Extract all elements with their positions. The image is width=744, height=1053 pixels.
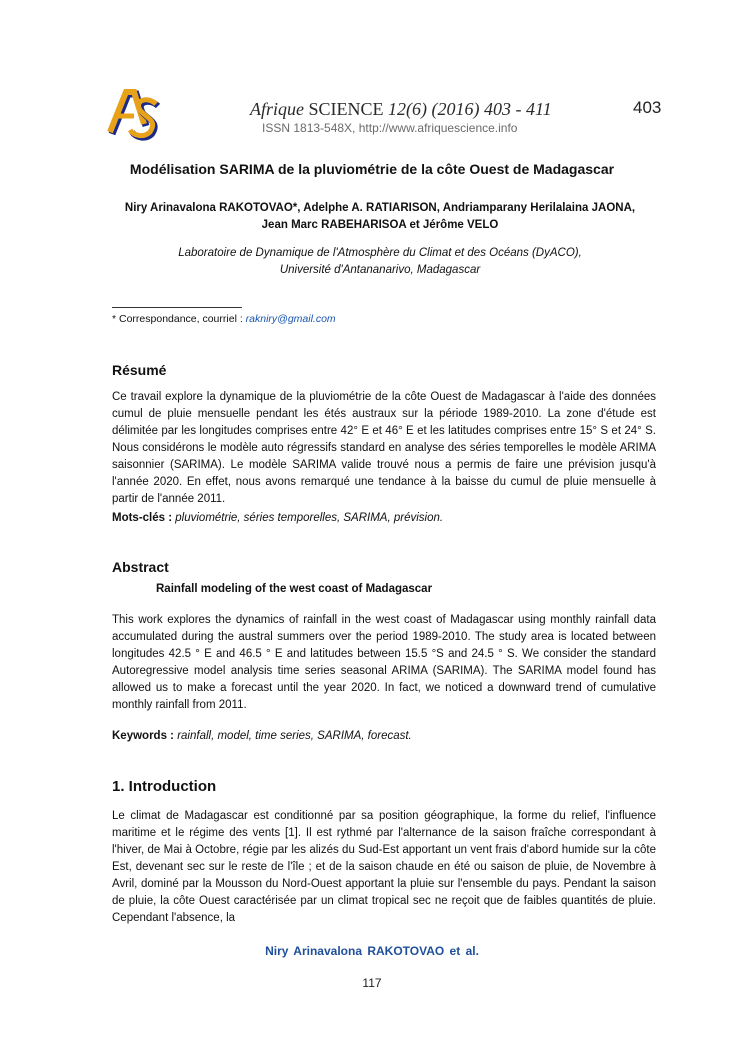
resume-keywords-label: Mots-clés :: [112, 512, 173, 524]
resume-heading: Résumé: [112, 362, 167, 378]
header-page-number: 403: [633, 98, 662, 117]
abstract-subtitle: Rainfall modeling of the west coast of Madagascar: [156, 583, 433, 595]
resume-keywords-list: pluviométrie, séries temporelles, SARIMA, prévision.: [175, 512, 444, 524]
authors-line-2: Jean Marc RABEHARISOA et Jérôme VELO: [261, 219, 499, 231]
affiliation-line-1: Laboratoire de Dynamique de l'Atmosphère du Climat et des Océans (DyACO),: [178, 247, 582, 259]
issn-line: ISSN 1813-548X, http://www.afriquescience.info: [262, 121, 518, 135]
abstract-keywords-label: Keywords :: [112, 730, 174, 742]
affiliation: [110, 245, 650, 279]
authors-line-1: Niry Arinavalona RAKOTOVAO*, Adelphe A. RATIARISON, Andriamparany Herilalaina JAONA,: [124, 202, 636, 214]
footnote-email-link[interactable]: rakniry@gmail.com: [245, 313, 336, 325]
abstract-text: This work explores the dynamics of rainfall in the west coast of Madagascar using monthly rainfall data accumulated during the austral summers over the period 1989-2010. The study area is located between longitudes 42.5 ° E and 46.5 ° E and latitudes between 15.5 °S and 24.5 ° S. We consider the standard Autoregressive model analysis time series seasonal ARIMA (SARIMA). The SARIMA model found has allowed us to make a forecast until the year 2020. In fact, we noticed a downward trend of cumulative monthly rainfall from 2011.: [112, 614, 656, 711]
journal-issue: 12(6) (2016) 403 - 411: [388, 99, 552, 119]
logo-letters: [110, 92, 158, 138]
footnote-label: * Correspondance, courriel :: [112, 313, 243, 325]
journal-citation: [250, 99, 552, 120]
footnote-rule: [112, 307, 242, 308]
journal-science: SCIENCE: [308, 99, 384, 119]
afrique-science-logo: [104, 86, 162, 142]
resume-text: Ce travail explore la dynamique de la pluviométrie de la côte Ouest de Madagascar à l'aide des données cumul de pluie mensuelle pendant les étés austraux sur la période 1989-2010. La zone d'étude est délimitée par les longitudes comprises entre 42° E et 46° E et les latitudes comprises entre 15° S et 24° S. Nous considérons le modèle auto régressifs standard en analyse des séries temporelles le modèle ARIMA saisonnier (SARIMA). Le modèle SARIMA valide trouvé nous a permis de faire une prévision jusqu'à l'année 2020. En effet, nous avons remarqué une tendance à la baisse du cumul de pluie mensuelle à partir de l'année 2011.: [112, 391, 656, 505]
affiliation-line-2: Université d'Antananarivo, Madagascar: [279, 264, 481, 276]
journal-name: Afrique: [250, 99, 304, 119]
abstract-keywords-list: rainfall, model, time series, SARIMA, forecast.: [177, 730, 412, 742]
correspondence-footnote: [112, 313, 336, 325]
authors: [110, 200, 650, 234]
introduction-heading: 1. Introduction: [112, 778, 217, 795]
folio-page-number: 117: [362, 976, 382, 990]
introduction-text: Le climat de Madagascar est conditionné par sa position géographique, la forme du relief, l'influence maritime et le régime des vents [1]. Il est rythmé par l'alternance de la saison fraîche correspondant à l'hiver, de Mai à Octobre, régie par les alizés du Sud-Est apportant un vent frais d'abord humide sur la côte Est, devenant sec sur le reste de l'île ; et de la saison chaude en été ou saison de pluie, de Novembre à Avril, dominé par la Mousson du Nord-Ouest apportant la pluie sur l'ensemble du pays. Pendant la saison de pluie, la côte Ouest caractérisée par un climat tropical sec ne reçoit que de faibles quantités de pluie. Cependant l'absence, la: [112, 810, 656, 924]
abstract-keywords: [112, 730, 412, 742]
running-author: Niry Arinavalona RAKOTOVAO et al.: [265, 944, 479, 958]
abstract-heading: Abstract: [112, 559, 169, 575]
resume-keywords: [112, 512, 443, 524]
article-title: Modélisation SARIMA de la pluviométrie de la côte Ouest de Madagascar: [129, 161, 615, 177]
